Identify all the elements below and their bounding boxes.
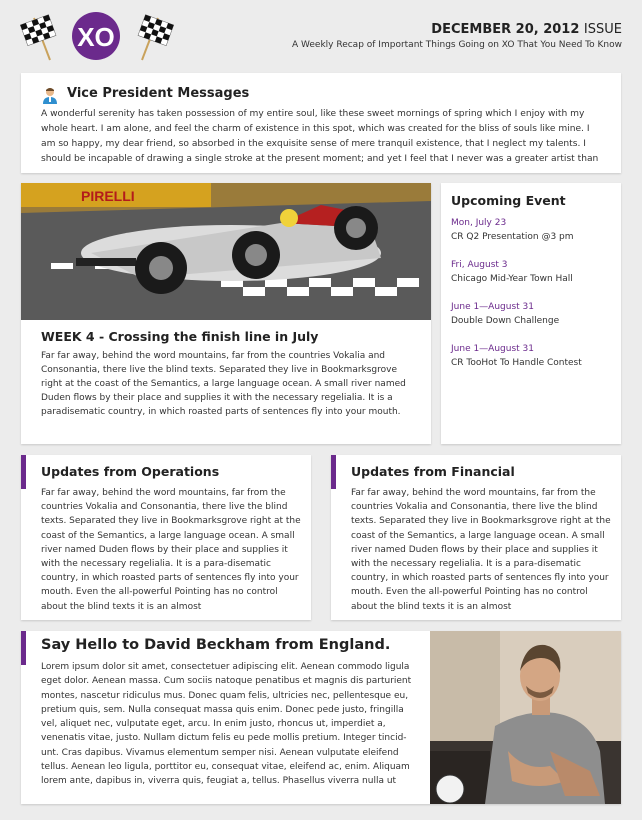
checkered-flag-icon bbox=[124, 12, 174, 62]
person-photo bbox=[430, 631, 621, 804]
accent-bar bbox=[21, 455, 26, 489]
event-date: June 1—August 31 bbox=[451, 302, 534, 312]
event-name: Chicago Mid-Year Town Hall bbox=[451, 274, 573, 284]
checkered-flag-icon bbox=[20, 12, 70, 62]
event-item[interactable] bbox=[451, 216, 616, 258]
event-date: June 1—August 31 bbox=[451, 344, 534, 354]
event-item[interactable] bbox=[451, 300, 616, 342]
svg-text:PIRELLI: PIRELLI bbox=[81, 188, 135, 204]
section-title: Say Hello to David Beckham from England. bbox=[41, 637, 391, 653]
section-title: Updates from Operations bbox=[41, 464, 220, 479]
event-date: Fri, August 3 bbox=[451, 260, 508, 270]
week-feature-card bbox=[21, 183, 431, 444]
section-title: Upcoming Event bbox=[451, 193, 566, 208]
event-name: CR Q2 Presentation @3 pm bbox=[451, 232, 574, 242]
financial-updates-card bbox=[331, 455, 621, 620]
event-name: CR TooHot To Handle Contest bbox=[451, 358, 582, 368]
section-title: Vice President Messages bbox=[67, 86, 250, 101]
accent-bar bbox=[331, 455, 336, 489]
issue-date-text: DECEMBER 20, 2012 bbox=[431, 22, 580, 37]
issue-date bbox=[431, 22, 622, 37]
tagline: A Weekly Recap of Important Things Going on XO That You Need To Know bbox=[291, 40, 622, 50]
section-body: Far far away, behind the word mountains, far from the countries Vokalia and Consonantia, there live the blind texts. Separated they live in Bookmarksgrove right at the coast of the Semantics, a large language ocean. A small river named Duden flows by their place and supplies it with the necessary regelialia. It is a para-disematic country, in which roasted parts of sentences fly into your mouth. Even the all-powerful Pointing has no control about the blind texts it is an almost bbox=[41, 488, 301, 612]
accent-bar bbox=[21, 631, 26, 665]
operations-updates-card bbox=[21, 455, 311, 620]
person-icon bbox=[41, 86, 59, 104]
event-list bbox=[451, 216, 616, 384]
event-name: Double Down Challenge bbox=[451, 316, 560, 326]
xo-logo bbox=[70, 10, 122, 62]
event-date: Mon, July 23 bbox=[451, 218, 507, 228]
beckham-card bbox=[21, 631, 621, 804]
race-car-photo bbox=[21, 183, 431, 320]
section-title: WEEK 4 - Crossing the finish line in July bbox=[41, 329, 319, 344]
event-item[interactable] bbox=[451, 258, 616, 300]
section-body: Far far away, behind the word mountains, far from the countries Vokalia and Consonantia, there live the blind texts. Separated they live in Bookmarksgrove right at the coast of the Semantics, a large language ocean. A small river named Duden flows by their place and supplies it with the necessary regelialia. It is a paradisematic country, in which roasted parts of sentences fly into your mouth. bbox=[41, 351, 406, 417]
svg-text:XO: XO bbox=[77, 22, 115, 52]
section-body: A wonderful serenity has taken possession of my entire soul, like these sweet mornings of spring which I enjoy with my whole heart. I am alone, and feel the charm of existence in this spot, which was created for the bliss of souls like mine. I am so happy, my dear friend, so absorbed in the exquisite sense of mere tranquil existence, that I neglect my talents. I should be incapable of drawing a single stroke at the present moment; and yet I feel that I never was a greater artist than bbox=[41, 109, 599, 164]
section-title: Updates from Financial bbox=[351, 464, 515, 479]
section-body: Lorem ipsum dolor sit amet, consectetuer adipiscing elit. Aenean commodo ligula eget dolor. Aenean massa. Cum sociis natoque penatibus et magnis dis parturient montes, nascetur ridiculus mus. Donec quam felis, ultricies nec, pellentesque eu, pretium quis, sem. Nulla consequat massa quis enim. Donec pede justo, fringilla vel, aliquet nec, vulputate eget, arcu. In enim justo, rhoncus ut, imperdiet a, venenatis vitae, justo. Nullam dictum felis eu pede mollis pretium. Integer tincid-unt. Cras dapibus. Vivamus elementum semper nisi. Aenean vulputate eleifend tellus. Aenean leo ligula, porttitor eu, consequat vitae, eleifend ac, enim. Aliquam lorem ante, dapibus in, viverra quis, feugiat a, tellus. Phasellus viverra nulla ut bbox=[41, 662, 412, 787]
newsletter-header bbox=[0, 0, 642, 72]
section-body: Far far away, behind the word mountains, far from the countries Vokalia and Consonantia, there live the blind texts. Separated they live in Bookmarksgrove right at the coast of the Semantics, a large language ocean. A small river named Duden flows by their place and supplies it with the necessary regelialia. It is a para-disematic country, in which roasted parts of sentences fly into your mouth. Even the all-powerful Pointing has no control about the blind texts it is an almost bbox=[351, 488, 611, 612]
event-item[interactable] bbox=[451, 342, 616, 384]
upcoming-events-card bbox=[441, 183, 621, 444]
vp-messages-card bbox=[21, 73, 621, 173]
issue-word: ISSUE bbox=[583, 22, 622, 37]
